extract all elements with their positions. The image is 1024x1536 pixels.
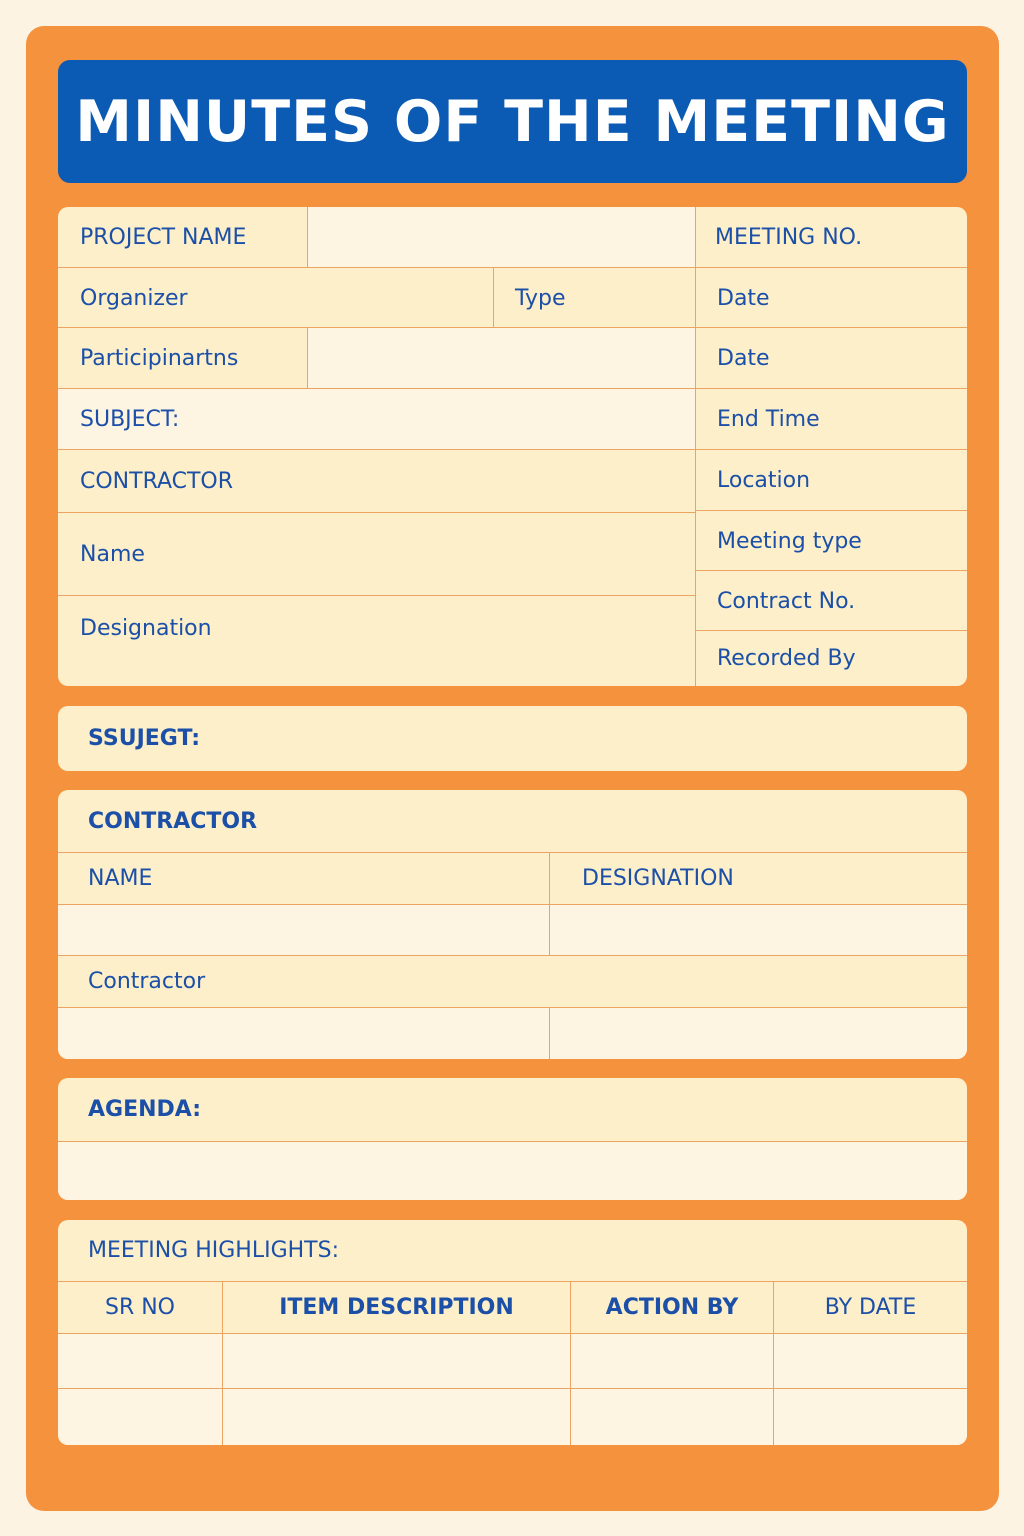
- sr-no-cell[interactable]: [58, 1389, 222, 1445]
- participants-label: Participinartns: [80, 346, 239, 371]
- end-time-label: End Time: [717, 407, 820, 432]
- by-date-cell[interactable]: [774, 1334, 967, 1388]
- agenda-field[interactable]: [58, 1142, 967, 1200]
- divider: [549, 852, 550, 955]
- sr-no-cell[interactable]: [58, 1334, 222, 1388]
- project-name-field[interactable]: [307, 207, 695, 268]
- contractor-name-field-2[interactable]: [58, 1008, 549, 1059]
- type-label: Type: [515, 285, 566, 311]
- agenda-heading: AGENDA:: [88, 1097, 202, 1122]
- divider: [695, 207, 696, 686]
- organizer-label: Organizer: [80, 285, 188, 311]
- designation-label: Designation: [80, 616, 212, 641]
- date-label-1: Date: [717, 285, 770, 311]
- divider: [58, 852, 967, 853]
- participants-field[interactable]: [307, 328, 695, 389]
- contractor-label: CONTRACTOR: [80, 469, 234, 494]
- contractor-designation-field-2[interactable]: [550, 1008, 967, 1059]
- recorded-by-label: Recorded By: [717, 646, 856, 671]
- subject-heading: SSUJEGT:: [88, 726, 201, 751]
- divider: [58, 1333, 967, 1334]
- highlights-heading: MEETING HIGHLIGHTS:: [88, 1238, 339, 1263]
- divider: [493, 268, 494, 328]
- divider: [58, 1281, 967, 1282]
- meeting-no-label: MEETING NO.: [715, 225, 863, 250]
- sr-no-column-header: SR NO: [104, 1295, 176, 1320]
- contractor-panel: [58, 790, 967, 1059]
- divider: [307, 207, 308, 268]
- divider: [58, 595, 695, 596]
- divider: [58, 267, 967, 268]
- divider: [307, 328, 308, 389]
- divider: [58, 449, 967, 450]
- divider: [695, 570, 967, 571]
- contract-no-label: Contract No.: [717, 588, 856, 614]
- by-date-cell[interactable]: [774, 1389, 967, 1445]
- divider: [549, 1007, 550, 1059]
- meeting-info-panel: [58, 207, 967, 686]
- title-banner: [58, 60, 967, 183]
- project-name-label: PROJECT NAME: [80, 225, 247, 250]
- page-title: MINUTES OF THE MEETING: [75, 88, 950, 155]
- divider: [570, 1281, 571, 1445]
- divider: [222, 1281, 223, 1445]
- contractor-designation-field[interactable]: [550, 905, 967, 955]
- meeting-type-label: Meeting type: [717, 528, 862, 554]
- divider: [58, 512, 695, 513]
- divider: [695, 630, 967, 631]
- divider: [58, 1141, 967, 1142]
- name-label: Name: [80, 542, 145, 567]
- divider: [695, 510, 967, 511]
- divider: [773, 1281, 774, 1445]
- contractor-row-label: Contractor: [88, 968, 206, 994]
- name-column-header: NAME: [88, 865, 153, 891]
- divider: [58, 955, 967, 956]
- contractor-name-field[interactable]: [58, 905, 549, 955]
- item-description-cell[interactable]: [223, 1334, 570, 1388]
- by-date-column-header: BY DATE: [824, 1295, 917, 1320]
- action-by-cell[interactable]: [571, 1334, 773, 1388]
- divider: [58, 327, 967, 328]
- subject-panel: [58, 706, 967, 771]
- divider: [58, 388, 967, 389]
- date-label-2: Date: [717, 346, 770, 371]
- divider: [58, 1388, 967, 1389]
- action-by-column-header: ACTION BY: [605, 1295, 739, 1320]
- contractor-heading: CONTRACTOR: [88, 808, 258, 834]
- agenda-panel: [58, 1078, 967, 1200]
- item-description-column-header: ITEM DESCRIPTION: [279, 1295, 514, 1320]
- subject-label: SUBJECT:: [58, 389, 695, 450]
- divider: [58, 904, 967, 905]
- designation-column-header: DESIGNATION: [582, 865, 734, 891]
- item-description-cell[interactable]: [223, 1389, 570, 1445]
- highlights-panel: [58, 1220, 967, 1445]
- action-by-cell[interactable]: [571, 1389, 773, 1445]
- divider: [58, 1007, 967, 1008]
- location-label: Location: [717, 468, 811, 493]
